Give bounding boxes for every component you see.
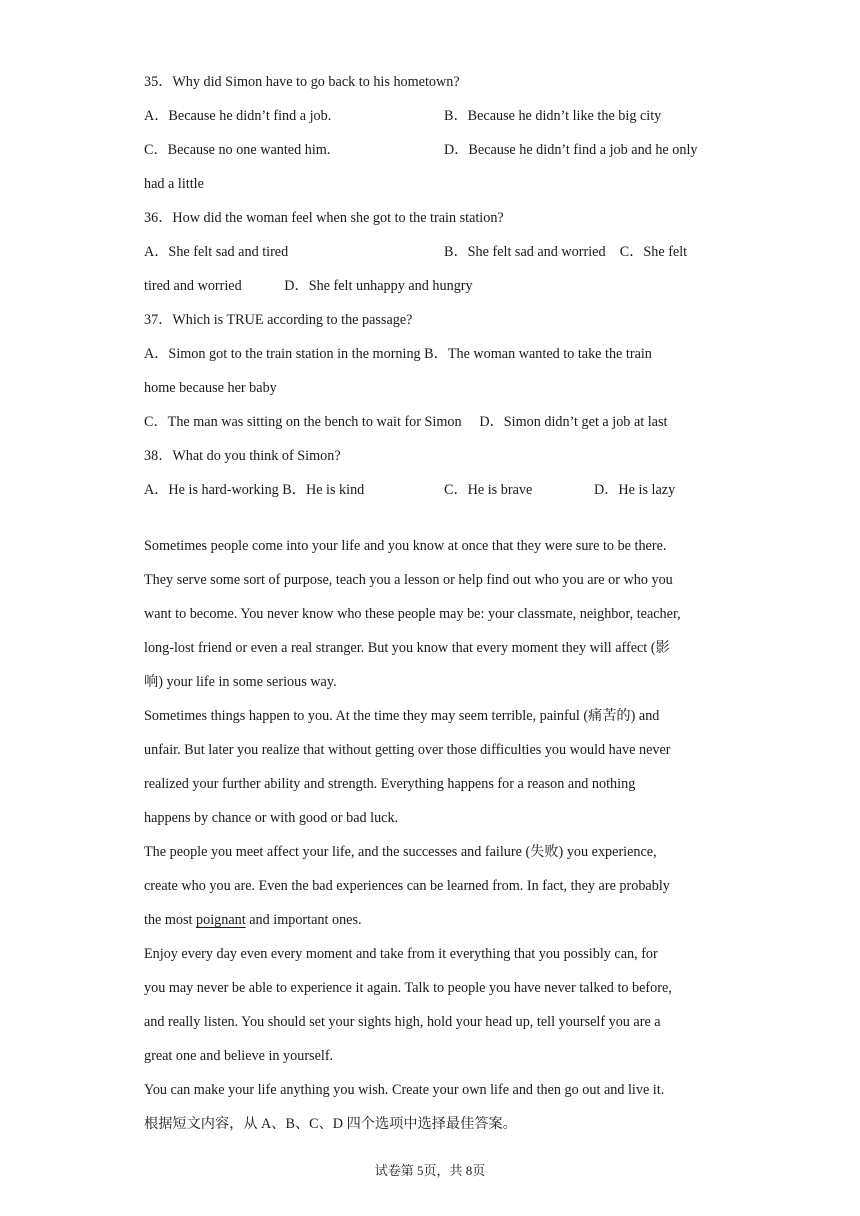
question-35-option-a: A．Because he didn’t find a job. — [144, 108, 332, 124]
passage-line: and really listen. You should set your sights high, hold your head up, tell yourself you are a — [144, 1014, 661, 1030]
question-35-option-c: C．Because no one wanted him. — [144, 142, 331, 158]
question-36-option-c-d: tired and worried D．She felt unhappy and hungry — [144, 278, 473, 294]
question-35-option-d: D．Because he didn’t find a job and he only — [444, 142, 698, 158]
passage-line: happens by chance or with good or bad luck. — [144, 810, 399, 826]
question-37-option-a-b: A．Simon got to the train station in the morning B．The woman wanted to take the train — [144, 346, 652, 362]
passage-line: want to become. You never know who these people may be: your classmate, neighbor, teacher, — [144, 606, 681, 622]
passage-line: unfair. But later you realize that without getting over those difficulties you would have never — [144, 742, 671, 758]
passage-text: and important ones. — [245, 912, 362, 928]
question-37-option-b-continued: home because her baby — [144, 380, 277, 396]
passage-line: Sometimes people come into your life and you know at once that they were sure to be there. — [144, 538, 667, 554]
question-36-option-a: A．She felt sad and tired — [144, 244, 289, 260]
question-36-stem: 36．How did the woman feel when she got to the train station? — [144, 210, 504, 226]
question-35-stem: 35．Why did Simon have to go back to his hometown? — [144, 74, 460, 90]
question-36-option-b-c: B．She felt sad and worried C．She felt — [444, 244, 688, 260]
underlined-word-poignant: poignant — [196, 912, 246, 928]
passage-line: you may never be able to experience it again. Talk to people you have never talked to before, — [144, 980, 672, 996]
passage-line: great one and believe in yourself. — [144, 1048, 334, 1064]
question-35-option-d-continued: had a little — [144, 176, 204, 192]
passage-line: You can make your life anything you wish. Create your own life and then go out and live it. — [144, 1082, 665, 1098]
page-footer: 试卷第 5页，共 8页 — [374, 1163, 486, 1178]
passage-line: Enjoy every day even every moment and take from it everything that you possibly can, for — [144, 946, 658, 962]
passage-line-with-underlined-word — [144, 910, 362, 930]
question-38-option-c: C．He is brave — [444, 482, 533, 498]
passage-line: realized your further ability and strength. Everything happens for a reason and nothing — [144, 776, 636, 792]
passage-line: long-lost friend or even a real stranger. But you know that every moment they will affect (影 — [144, 640, 670, 656]
passage-line: The people you meet affect your life, and the successes and failure (失败) you experience, — [144, 844, 657, 860]
passage-line: create who you are. Even the bad experiences can be learned from. In fact, they are probably — [144, 878, 670, 894]
passage-instruction: 根据短文内容，从 A、B、C、D 四个选项中选择最佳答案。 — [144, 1116, 517, 1132]
passage-line: 响) your life in some serious way. — [144, 674, 337, 690]
question-35-option-b: B．Because he didn’t like the big city — [444, 108, 662, 124]
passage-text: the most — [144, 912, 197, 928]
question-38-option-d: D．He is lazy — [594, 482, 676, 498]
passage-line: Sometimes things happen to you. At the time they may seem terrible, painful (痛苦的) and — [144, 708, 660, 724]
question-37-option-c-d: C．The man was sitting on the bench to wait for Simon D．Simon didn’t get a job at last — [144, 414, 668, 430]
passage-line: They serve some sort of purpose, teach you a lesson or help find out who you are or who you — [144, 572, 673, 588]
question-37-stem: 37．Which is TRUE according to the passage? — [144, 312, 413, 328]
question-38-stem: 38．What do you think of Simon? — [144, 448, 341, 464]
question-38-option-a-b: A．He is hard-working B．He is kind — [144, 482, 365, 498]
